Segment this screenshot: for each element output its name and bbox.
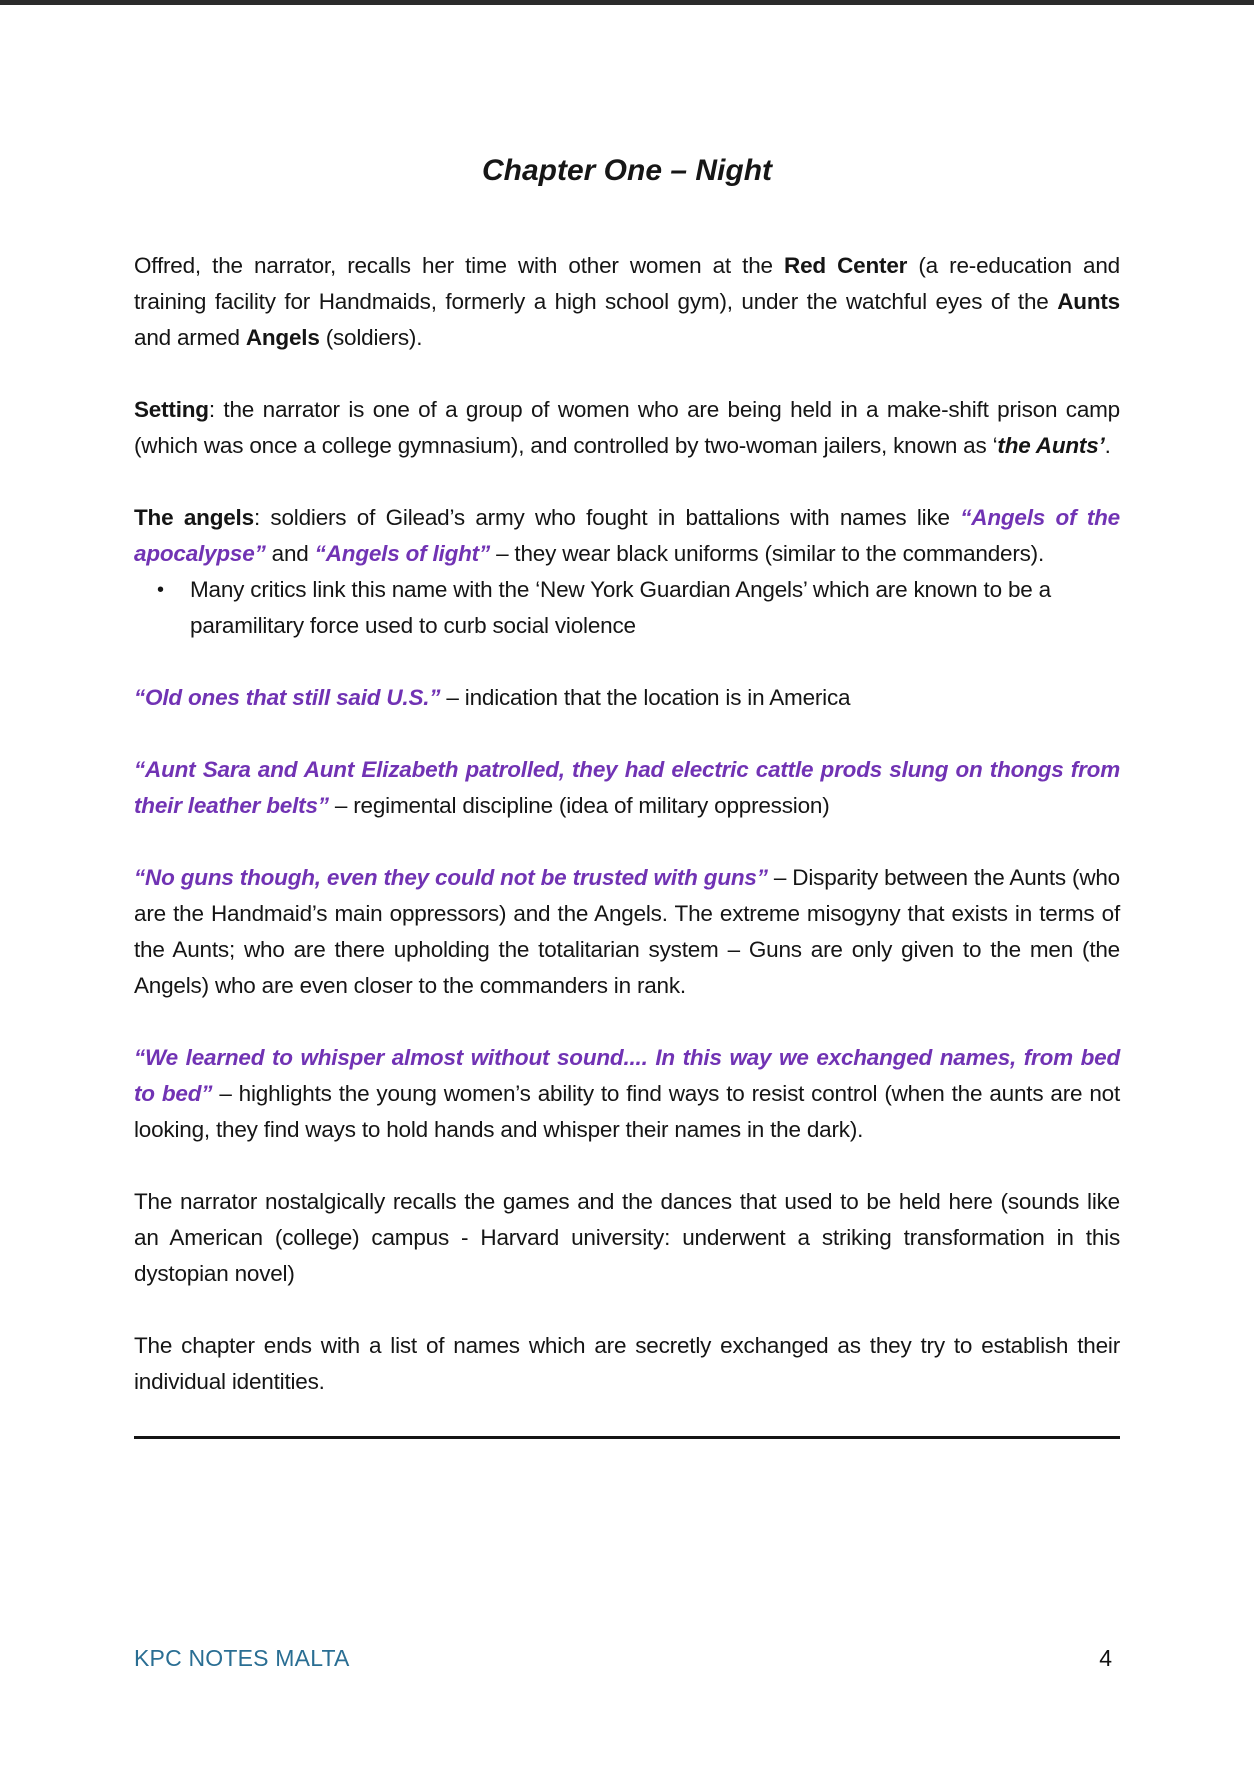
paragraph [134,1328,1120,1400]
text-run: . [1104,433,1111,458]
footer-page-number: 4 [1099,1645,1112,1671]
paragraph [134,1184,1120,1292]
bullet-text [190,572,1120,644]
text-run: : soldiers of Gilead’s army who fought in battalions with names like [253,505,961,530]
paragraph [134,248,1120,356]
text-run: The chapter ends with a list of names which are secretly exchanged as they try to establish their individual identities. [134,1333,1120,1394]
paragraph [134,392,1120,464]
text-run: The angels [134,505,254,530]
text-run: “Aunt Sara and Aunt Elizabeth patrolled, they had electric cattle prods slung on thongs from their leather belts” [134,757,1120,818]
bullet-icon: • [157,579,164,601]
text-run: Angels [245,325,320,350]
paragraph [134,752,1120,824]
section-divider [134,1436,1120,1439]
text-run: Offred, the narrator, recalls her time with other women at the [134,253,785,278]
paragraph [134,860,1120,1004]
footer-brand: KPC NOTES MALTA [134,1645,350,1671]
text-run: – indication that the location is in America [440,685,851,710]
text-run: (soldiers). [319,325,423,350]
text-run: the Aunts’ [997,433,1105,458]
text-run: – they wear black uniforms (similar to the commanders). [490,541,1045,566]
paragraph [134,1040,1120,1148]
page-content [0,150,1254,1439]
text-run: Setting [134,397,209,422]
text-run: Red Center [784,253,908,278]
text-run: Many critics link this name with the ‘New York Guardian Angels’ which are known to be a paramilitary force used to curb social violence [190,577,1051,638]
bullet-item [134,572,1120,644]
paragraph [134,680,1120,716]
text-run: “Old ones that still said U.S.” [134,685,441,710]
text-run: and armed [134,325,246,350]
text-run: The narrator nostalgically recalls the games and the dances that used to be held here (sounds like an American (college) campus - Harvard university: underwent a striking transformation in this dystopian novel) [134,1189,1120,1286]
top-border [0,0,1254,5]
text-run: “Angels of the apocalypse” [134,505,1120,566]
text-run: – highlights the young women’s ability to find ways to resist control (when the aunts are not looking, they find ways to hold hands and whisper their names in the dark). [134,1081,1120,1142]
text-run: – Disparity between the Aunts (who are the Handmaid’s main oppressors) and the Angels. The extreme misogyny that exists in terms of the Aunts; who are there upholding the totalitarian system – Guns are only given to the men (the Angels) who are even closer to the commanders in rank. [134,865,1120,998]
text-run: “We learned to whisper almost without sound.... In this way we exchanged names, from bed to bed” [134,1045,1120,1106]
text-run: (a re-education and training facility for Handmaids, formerly a high school gym), under the watchful eyes of the [134,253,1120,314]
document-body [134,248,1120,1400]
paragraph [134,500,1120,572]
text-run: “Angels of light” [314,541,491,566]
text-run: – regimental discipline (idea of military oppression) [328,793,830,818]
text-run: “No guns though, even they could not be trusted with guns” [134,865,768,890]
text-run: : the narrator is one of a group of women who are being held in a make-shift prison camp (which was once a college gymnasium), and controlled by two-woman jailers, known as ‘ [134,397,1120,458]
text-run: Aunts [1057,289,1120,314]
text-run: and [265,541,315,566]
page-title: Chapter One – Night [481,154,773,187]
